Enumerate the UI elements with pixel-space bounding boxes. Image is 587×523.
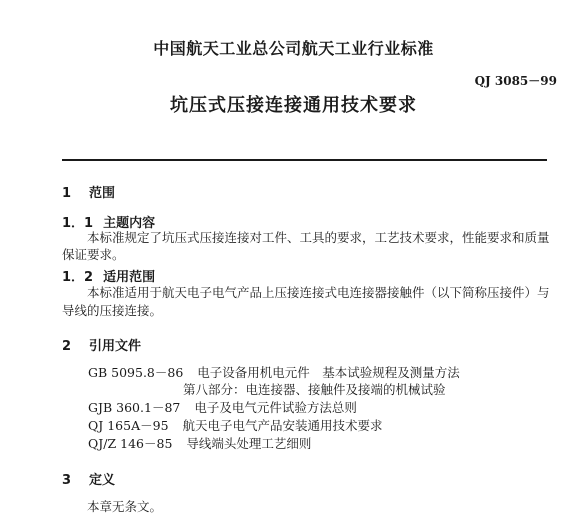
reference-title: 导线端头处理工艺细则 bbox=[186, 436, 312, 451]
reference-title: 第八部分：电连接器、接触件及接端的机械试验 bbox=[183, 382, 446, 397]
reference-item bbox=[183, 382, 446, 398]
reference-title: 电子设备用机电元件 基本试验规程及测量方法 bbox=[197, 365, 460, 380]
section-number: 2 bbox=[62, 339, 72, 354]
section-number: 1 bbox=[62, 186, 72, 201]
section-1-2-heading bbox=[62, 266, 155, 285]
section-number: 1．1 bbox=[62, 216, 94, 231]
section-2-heading bbox=[62, 335, 141, 354]
reference-code: QJ/Z 146－85 bbox=[88, 436, 173, 451]
reference-code: QJ 165A－95 bbox=[88, 418, 169, 433]
reference-item bbox=[88, 436, 311, 452]
section-1-2-body-line-1: 本标准适用于航天电子电气产品上压接连接式电连接器接触件（以下简称压接件）与 bbox=[87, 285, 550, 300]
section-3-body: 本章无条文。 bbox=[87, 499, 163, 514]
section-title: 适用范围 bbox=[103, 270, 156, 285]
section-number: 3 bbox=[62, 473, 72, 488]
section-1-2-body-line-2: 导线的压接连接。 bbox=[62, 303, 163, 318]
reference-code: GJB 360.1－87 bbox=[88, 400, 181, 415]
section-number: 1．2 bbox=[62, 270, 94, 285]
section-3-heading bbox=[62, 469, 115, 488]
reference-item bbox=[88, 418, 383, 434]
section-title: 主题内容 bbox=[103, 216, 156, 231]
section-title: 引用文件 bbox=[89, 339, 142, 354]
reference-item bbox=[88, 365, 460, 381]
section-1-heading bbox=[62, 182, 115, 201]
standard-number: QJ 3085－99 bbox=[474, 74, 557, 88]
reference-title: 航天电子电气产品安装通用技术要求 bbox=[182, 418, 383, 433]
section-1-1-heading bbox=[62, 212, 155, 231]
document-title: 坑压式压接连接通用技术要求 bbox=[170, 95, 417, 116]
section-title: 定义 bbox=[89, 473, 116, 488]
section-title: 范围 bbox=[89, 186, 116, 201]
standard-category-title: 中国航天工业总公司航天工业行业标准 bbox=[153, 39, 434, 58]
reference-code: GB 5095.8－86 bbox=[88, 365, 184, 380]
section-1-1-body-line-1: 本标准规定了坑压式压接连接对工件、工具的要求，工艺技术要求，性能要求和质量 bbox=[87, 230, 550, 245]
reference-item bbox=[88, 400, 357, 416]
section-1-1-body-line-2: 保证要求。 bbox=[62, 247, 125, 262]
header-divider bbox=[62, 159, 547, 161]
reference-title: 电子及电气元件试验方法总则 bbox=[194, 400, 357, 415]
